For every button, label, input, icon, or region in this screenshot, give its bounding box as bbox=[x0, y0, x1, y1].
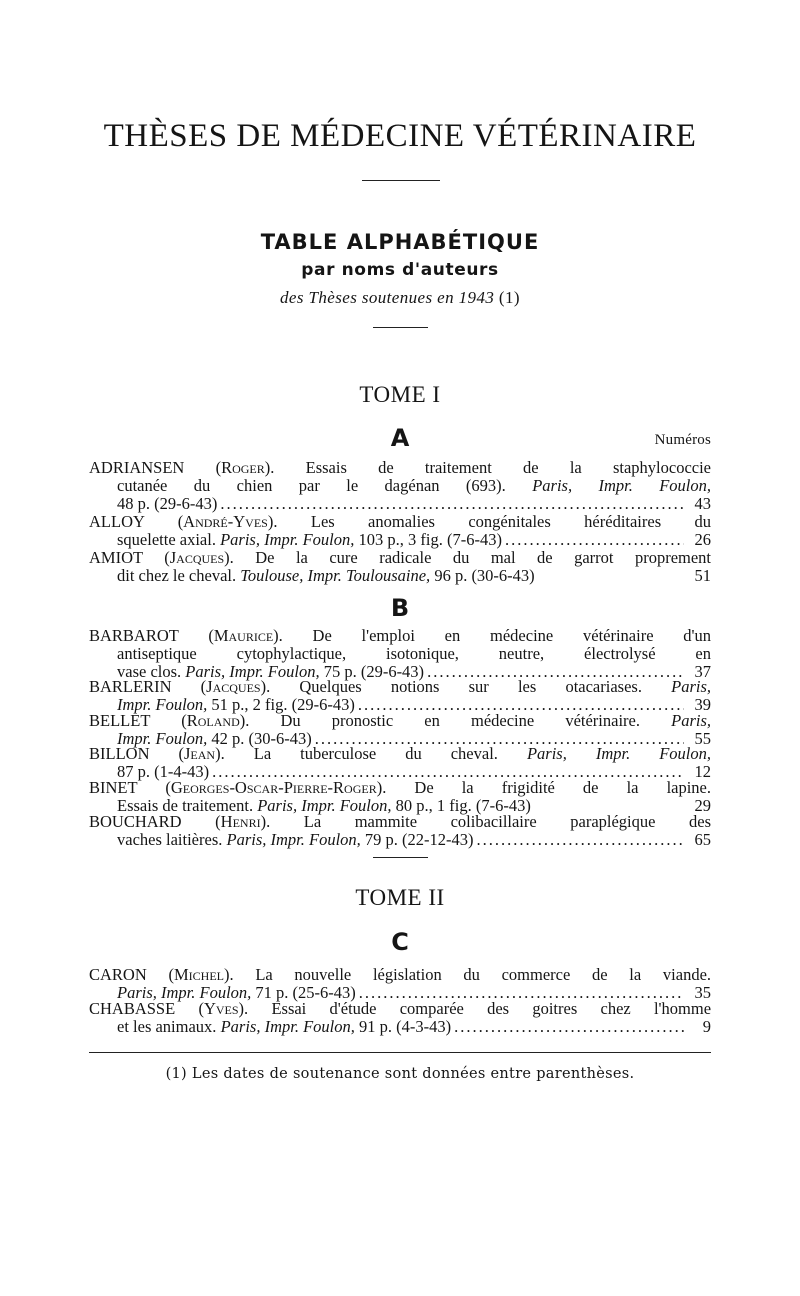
entry-first-name: (Henri). bbox=[215, 812, 271, 831]
entry-title: Essais de traitement de la staphylococcie bbox=[305, 458, 712, 477]
entry-pages-date: 79 p. (22-12-43) bbox=[364, 830, 474, 849]
entry-publisher: Paris, Impr. Foulon, bbox=[526, 744, 712, 763]
entry-number: 51 bbox=[694, 566, 711, 585]
entry-title: Les anomalies congénitales héréditaires du bbox=[310, 512, 712, 531]
entry-bouchard bbox=[89, 813, 711, 849]
entry-first-name: (Maurice). bbox=[208, 626, 283, 645]
entry-amiot bbox=[89, 549, 711, 585]
entry-barbarot bbox=[89, 627, 711, 681]
entry-publisher: Paris, Impr. Foulon, bbox=[220, 1017, 355, 1036]
section-letter-c: C bbox=[391, 928, 409, 956]
entry-title: antiseptique cytophylactique, isotonique, neutre, électrolysé en bbox=[117, 644, 711, 663]
entry-publisher: Paris, bbox=[671, 677, 712, 696]
entry-title: et les animaux. bbox=[117, 1017, 217, 1036]
entry-publisher: Paris, bbox=[671, 711, 712, 730]
entry-title: vase clos. bbox=[117, 662, 182, 681]
caption-text: des Thèses soutenues en 1943 bbox=[280, 288, 495, 307]
entry-title: La tuberculose du cheval. bbox=[253, 744, 498, 763]
entry-pages-date: 96 p. (30-6-43) bbox=[434, 566, 535, 585]
entry-first-name: (Jacques). bbox=[164, 548, 234, 567]
entry-number: 55 bbox=[694, 729, 711, 748]
numeros-column-heading: Numéros bbox=[654, 432, 711, 448]
entry-title: dit chez le cheval. bbox=[117, 566, 237, 585]
entry-publisher: Paris, Impr. Foulon, bbox=[185, 662, 320, 681]
entry-publisher: Impr. Foulon, bbox=[117, 729, 208, 748]
entry-pages-date: 87 p. (1-4-43) bbox=[117, 762, 210, 781]
entry-publisher: Impr. Foulon, bbox=[117, 695, 208, 714]
entry-number: 29 bbox=[694, 796, 711, 815]
entry-author: BINET bbox=[89, 778, 138, 797]
entry-publisher: Paris, Impr. Foulon, bbox=[257, 796, 392, 815]
entry-first-name: (Jean). bbox=[178, 744, 225, 763]
table-subheading: par noms d'auteurs bbox=[301, 260, 499, 280]
entry-number: 43 bbox=[694, 494, 711, 513]
entry-title: Du pronostic en médecine vétérinaire. bbox=[280, 711, 640, 730]
entry-number: 26 bbox=[694, 530, 711, 549]
subtitle-rule bbox=[373, 327, 428, 328]
footnote: (1) Les dates de soutenance sont données entre parenthèses. bbox=[165, 1066, 635, 1082]
page-title: THÈSES DE MÉDECINE VÉTÉRINAIRE bbox=[103, 118, 697, 154]
entry-author: BARBAROT bbox=[89, 626, 179, 645]
entry-binet bbox=[89, 779, 711, 815]
entry-publisher: Toulouse, Impr. Toulousaine, bbox=[240, 566, 431, 585]
entry-author: ADRIANSEN bbox=[89, 458, 185, 477]
entry-chabasse bbox=[89, 1000, 711, 1036]
table-caption bbox=[0, 288, 800, 308]
entry-publisher: Paris, Impr. Foulon, bbox=[117, 983, 252, 1002]
entry-billon bbox=[89, 745, 711, 781]
entry-author: BILLON bbox=[89, 744, 150, 763]
entry-pages-date: 51 p., 2 fig. (29-6-43) bbox=[211, 695, 355, 714]
entry-author: BOUCHARD bbox=[89, 812, 182, 831]
entry-barlerin bbox=[89, 678, 711, 714]
entry-number: 12 bbox=[694, 762, 711, 781]
entry-publisher: Paris, Impr. Foulon, bbox=[532, 476, 712, 495]
entry-first-name: (André-Yves). bbox=[177, 512, 278, 531]
entry-author: ALLOY bbox=[89, 512, 145, 531]
entry-alloy bbox=[89, 513, 711, 549]
entry-title: cutanée du chien par le dagénan (693). bbox=[117, 476, 506, 495]
entry-first-name: (Michel). bbox=[168, 965, 234, 984]
entry-number: 35 bbox=[694, 983, 711, 1002]
section-letter-a: A bbox=[390, 424, 410, 452]
entry-pages-date: 48 p. (29-6-43) bbox=[117, 494, 218, 513]
entry-first-name: (Jacques). bbox=[200, 677, 271, 696]
entry-publisher: Paris, Impr. Foulon, bbox=[226, 830, 361, 849]
entry-bellet bbox=[89, 712, 711, 748]
entry-author: BELLET bbox=[89, 711, 151, 730]
entry-publisher: Paris, Impr. Foulon, bbox=[220, 530, 355, 549]
entry-pages-date: 91 p. (4-3-43) bbox=[358, 1017, 452, 1036]
footnote-ref: (1) bbox=[498, 288, 520, 307]
entry-title: squelette axial. bbox=[117, 530, 216, 549]
title-rule bbox=[362, 180, 440, 181]
entry-title: La mammite colibacillaire paraplégique des bbox=[303, 812, 712, 831]
entry-title: De la frigidité de la lapine. bbox=[414, 778, 712, 797]
entry-number: 39 bbox=[694, 695, 711, 714]
footnote-rule bbox=[89, 1052, 711, 1053]
entry-title: La nouvelle législation du commerce de la viande. bbox=[255, 965, 712, 984]
entry-first-name: (Roger). bbox=[215, 458, 275, 477]
entry-pages-date: 103 p., 3 fig. (7-6-43) bbox=[358, 530, 502, 549]
entry-caron bbox=[89, 966, 711, 1002]
entry-pages-date: 42 p. (30-6-43) bbox=[211, 729, 312, 748]
entry-first-name: (Georges-Oscar-Pierre-Roger). bbox=[165, 778, 387, 797]
table-heading: TABLE ALPHABÉTIQUE bbox=[260, 230, 540, 254]
entry-title: De l'emploi en médecine vétérinaire d'un bbox=[312, 626, 712, 645]
tome-2-heading: TOME II bbox=[355, 885, 445, 910]
entry-title: vaches laitières. bbox=[117, 830, 223, 849]
entry-author: AMIOT bbox=[89, 548, 143, 567]
entry-first-name: (Yves). bbox=[198, 999, 249, 1018]
entry-author: CARON bbox=[89, 965, 147, 984]
tome-1-heading: TOME I bbox=[359, 382, 441, 407]
entry-title: Essais de traitement. bbox=[117, 796, 254, 815]
entry-number: 65 bbox=[694, 830, 711, 849]
entry-first-name: (Roland). bbox=[181, 711, 250, 730]
entry-pages-date: 75 p. (29-6-43) bbox=[323, 662, 425, 681]
entry-author: CHABASSE bbox=[89, 999, 176, 1018]
section-letter-b: B bbox=[390, 594, 410, 622]
entry-pages-date: 80 p., 1 fig. (7-6-43) bbox=[395, 796, 531, 815]
entry-number: 37 bbox=[694, 662, 711, 681]
tome-divider bbox=[373, 857, 428, 858]
entry-pages-date: 71 p. (25-6-43) bbox=[255, 983, 356, 1002]
entry-title: De la cure radicale du mal de garrot proprement bbox=[255, 548, 712, 567]
entry-adriansen bbox=[89, 459, 711, 513]
entry-title: Quelques notions sur les otacariases. bbox=[299, 677, 642, 696]
entry-title: Essai d'étude comparée des goitres chez l'homme bbox=[271, 999, 712, 1018]
entry-author: BARLERIN bbox=[89, 677, 172, 696]
entry-number: 9 bbox=[702, 1017, 711, 1036]
